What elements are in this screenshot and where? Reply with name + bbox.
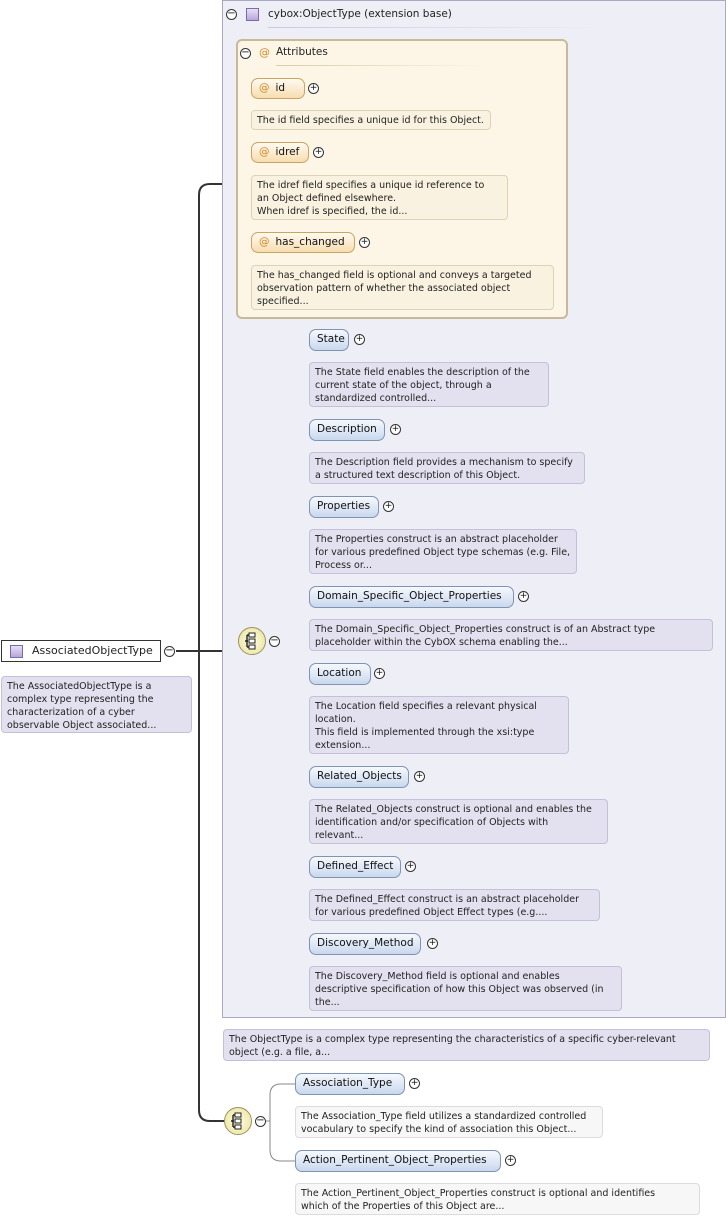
attribute-name: has_changed: [275, 236, 345, 248]
expand-toggle[interactable]: +: [410, 1078, 419, 1088]
element-description: The Properties construct is an abstract placeholder for various predefined Object type schemas (e.g. File, Process or...: [309, 529, 577, 574]
element-description: The Defined_Effect construct is an abstract placeholder for various predefined Object Effect types (e.g....: [309, 889, 600, 921]
extension-title-underline: [268, 27, 604, 28]
attributes-title-underline: [276, 65, 486, 66]
root-description: The AssociatedObjectType is a complex type representing the characterization of a cyber observable Object associated...: [1, 676, 192, 733]
attribute-at-icon: @: [259, 146, 270, 158]
attribute-description: The idref field specifies a unique id reference to an Object defined elsewhere. When idref is specified, the id...: [251, 175, 508, 220]
element-related-objects[interactable]: Related_Objects: [309, 766, 409, 788]
element-discovery-method[interactable]: Discovery_Method: [309, 933, 421, 955]
root-type-label: AssociatedObjectType: [32, 644, 153, 657]
attribute-has-changed[interactable]: [251, 232, 355, 253]
expand-toggle[interactable]: +: [309, 83, 318, 93]
expand-toggle[interactable]: +: [355, 334, 364, 344]
attribute-name: id: [275, 82, 286, 94]
element-description: The Association_Type field utilizes a standardized controlled vocabulary to specify the kind of association this Object...: [295, 1106, 603, 1138]
expand-toggle[interactable]: +: [428, 938, 437, 948]
sequence-collapse-toggle[interactable]: −: [270, 635, 279, 646]
sequence-glyph: [239, 628, 265, 654]
extension-description: The ObjectType is a complex type representing the characteristics of a specific cyber-relevant object (e.g. a file, a...: [223, 1029, 710, 1061]
expand-toggle[interactable]: +: [375, 668, 384, 678]
expand-toggle[interactable]: +: [391, 424, 400, 434]
expand-toggle[interactable]: +: [519, 591, 528, 601]
element-description: The Domain_Specific_Object_Properties construct is of an Abstract type placeholder within the CybOX schema enabling the...: [309, 619, 713, 651]
expand-toggle[interactable]: +: [406, 861, 415, 871]
attributes-collapse-toggle[interactable]: −: [241, 47, 250, 58]
attribute-name: idref: [275, 146, 300, 158]
attribute-description: The id field specifies a unique id for this Object.: [251, 110, 491, 130]
element-action-pertinent-object-properties[interactable]: Action_Pertinent_Object_Properties: [295, 1150, 501, 1172]
attribute-idref[interactable]: [251, 142, 309, 163]
element-properties[interactable]: Properties: [309, 496, 379, 518]
sequence-compositor-icon[interactable]: [224, 1107, 252, 1135]
element-description: The Related_Objects construct is optional and enables the identification and/or specification of Objects with relevant...: [309, 799, 608, 844]
expand-toggle[interactable]: +: [360, 237, 369, 247]
associated-object-type-node[interactable]: [1, 640, 161, 662]
element-association-type[interactable]: Association_Type: [295, 1073, 405, 1095]
extension-collapse-toggle[interactable]: −: [227, 8, 236, 19]
element-defined-effect[interactable]: Defined_Effect: [309, 856, 401, 878]
element-location[interactable]: Location: [309, 663, 371, 685]
extension-title: cybox:ObjectType (extension base): [268, 8, 452, 20]
element-description: The Action_Pertinent_Object_Properties construct is optional and identifies which of the Properties of this Object are...: [295, 1183, 700, 1215]
element-domain-specific-object-properties[interactable]: Domain_Specific_Object_Properties: [309, 586, 514, 608]
complex-type-icon: [10, 645, 23, 658]
sequence-glyph: [225, 1108, 251, 1134]
expand-toggle[interactable]: +: [506, 1155, 515, 1165]
attribute-at-icon: @: [259, 236, 270, 248]
attribute-at-icon: @: [259, 46, 270, 59]
attributes-title: Attributes: [276, 46, 328, 58]
expand-toggle[interactable]: +: [384, 501, 393, 511]
root-collapse-toggle[interactable]: −: [165, 645, 174, 656]
attribute-id[interactable]: [251, 78, 305, 99]
sequence-compositor-icon[interactable]: [238, 627, 266, 655]
element-description: The Discovery_Method field is optional and enables descriptive specification of how this Object was observed (in the...: [309, 966, 622, 1011]
element-description: The State field enables the description of the current state of the object, through a standardized controlled...: [309, 362, 549, 407]
expand-toggle[interactable]: +: [415, 771, 424, 781]
attribute-at-icon: @: [259, 82, 270, 94]
sequence-collapse-toggle[interactable]: −: [256, 1115, 265, 1126]
element-state[interactable]: State: [309, 329, 349, 351]
attribute-description: The has_changed field is optional and conveys a targeted observation pattern of whether the associated object specified...: [251, 265, 554, 310]
element-description: The Location field specifies a relevant physical location. This field is implemented through the xsi:type extension...: [309, 696, 569, 754]
element-description: The Description field provides a mechanism to specify a structured text description of this Object.: [309, 452, 585, 484]
element-description-field[interactable]: Description: [309, 419, 385, 441]
complex-type-icon: [246, 8, 259, 21]
expand-toggle[interactable]: +: [314, 147, 323, 157]
